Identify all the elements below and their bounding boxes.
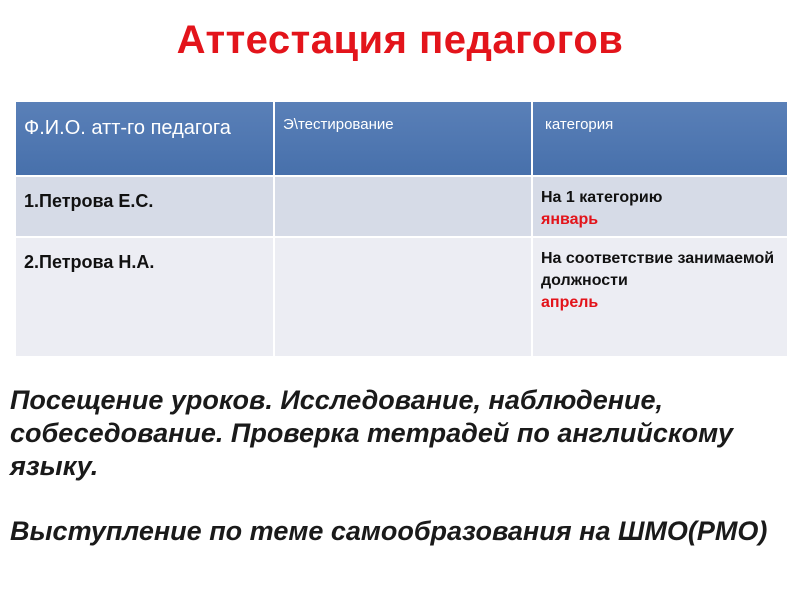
category-text: На 1 категорию — [541, 189, 663, 207]
table-row — [15, 237, 788, 357]
header-testing-label: Э\тестирование — [283, 116, 394, 133]
attestation-table — [14, 100, 789, 358]
table-row — [15, 176, 788, 237]
teacher-name: 1.Петрова Е.С. — [24, 191, 154, 212]
cell-testing — [274, 237, 532, 357]
testing-value — [275, 238, 531, 248]
body-paragraph-presentation: Выступление по теме самообразования на ШМО(РМО) — [10, 516, 768, 546]
cell-name — [15, 176, 274, 237]
header-cell-name — [15, 101, 274, 176]
teacher-name: 2.Петрова Н.А. — [24, 252, 155, 273]
category-month: январь — [541, 211, 599, 229]
cell-testing — [274, 176, 532, 237]
cell-category — [532, 176, 788, 237]
table-header-row — [15, 101, 788, 176]
category-value — [533, 177, 787, 231]
header-category-label: категория — [545, 116, 614, 133]
category-value — [533, 238, 787, 314]
header-name-label: Ф.И.О. атт-го педагога — [24, 117, 231, 139]
slide-title: Аттестация педагогов — [176, 18, 624, 62]
header-cell-testing — [274, 101, 532, 176]
body-paragraph-visits: Посещение уроков. Исследование, наблюдение, собеседование. Проверка тетрадей по английскому языку. — [10, 385, 734, 481]
testing-value — [275, 177, 531, 187]
cell-category — [532, 237, 788, 357]
category-month: апрель — [541, 294, 599, 312]
category-text: На соответствие занимаемой должности — [541, 250, 775, 290]
header-cell-category — [532, 101, 788, 176]
cell-name — [15, 237, 274, 357]
